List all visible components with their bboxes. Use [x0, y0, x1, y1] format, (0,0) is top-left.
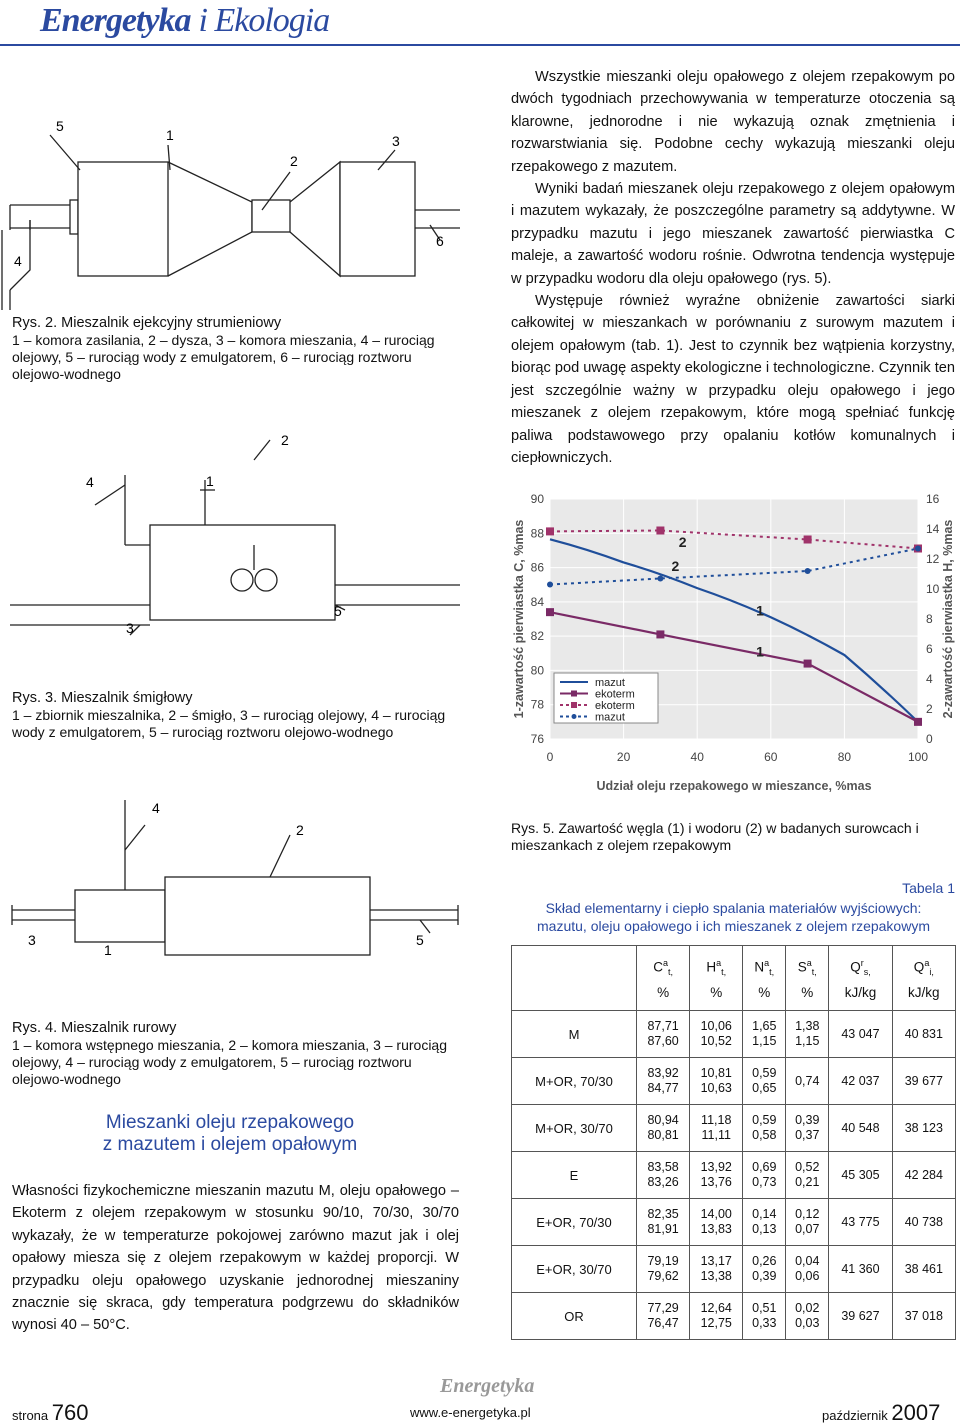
table-cell: 1,65 1,15 [743, 1011, 786, 1058]
right-paragraph-2: Wyniki badań mieszanek oleju rzepakowego z olejem opałowym i mazutem wykazały, że poszczególne parametry są addytywne. W przypadku mazutu i jego mieszanek zawartość pierwiastka C maleje, a zawartość wodoru rośnie. Odwrotna tendencja występuje w przypadku wodoru dla oleju opałowego (rys. 5). [511, 181, 955, 287]
table-cell: 13,92 13,76 [690, 1152, 743, 1199]
fig3-caption-title: Rys. 3. Mieszalnik śmigłowy [12, 690, 193, 706]
table-row [512, 1246, 956, 1293]
table-row-name: M+OR, 70/30 [512, 1058, 637, 1105]
section-title [60, 1112, 400, 1156]
fig2-caption [12, 315, 467, 383]
y-right-tick: 6 [926, 642, 933, 656]
fig3-caption [12, 690, 467, 741]
table-cell: 40 831 [892, 1011, 955, 1058]
table-cell: 38 461 [892, 1246, 955, 1293]
x-tick: 0 [546, 750, 554, 764]
series-point [657, 576, 663, 582]
footer-url[interactable]: www.e-energetyka.pl [410, 1405, 531, 1420]
table-cell: 14,00 13,83 [690, 1199, 743, 1246]
y-left-tick: 86 [530, 560, 544, 575]
fig3-label-1: 1 [206, 473, 214, 489]
footer-logo: Energetyka [440, 1375, 535, 1397]
fig2-label-3: 3 [392, 133, 400, 149]
y-right-tick: 16 [926, 492, 940, 506]
right-paragraph-3: Występuje również wyraźne obniżenie zawartości siarki całkowitej w mieszankach w porównaniu z surowym mazutem i olejem opałowym (tab. 1). Jest to czynnik bez wątpienia korzystny, biorąc pod uwagę aspekty ekologiczne i technologiczne. Czynnik ten jest szczególnie ważny w przypadku oleju opałowego i jego mieszanek z olejem rzepakowym, które mogą spełniać funkcję paliwa podstawowego przy opalaniu kotłów komunalnych i ciepłowniczych. [511, 293, 955, 466]
footer-page-number: 760 [51, 1400, 89, 1425]
fig3-label-4: 4 [86, 474, 94, 490]
table-row-name: OR [512, 1293, 637, 1340]
table-cell: 82,35 81,91 [637, 1199, 690, 1246]
series-point [804, 660, 812, 668]
y-left-tick: 80 [530, 663, 544, 678]
fig2-caption-body: 1 – komora zasilania, 2 – dysza, 3 – komora mieszania, 4 – rurociąg olejowy, 5 – rurociąg wody z emulgatorem, 6 – rurociąg roztworu olejowo-wodnego [12, 332, 435, 382]
fig4-label-1: 1 [104, 942, 112, 958]
table-cell: 0,04 0,06 [786, 1246, 829, 1293]
table-cell: 43 047 [829, 1011, 892, 1058]
brand-name: Energetyka [40, 2, 191, 39]
y-axis-left-label: 1-zawartość pierwiastka C, %mas [512, 519, 526, 719]
y-axis-right-label: 2-zawartość pierwiastka H, %mas [941, 519, 955, 719]
table-header-cell: $N^a_{t,}$ % [743, 946, 786, 1011]
curve-label: 1 [756, 602, 764, 619]
fig3-label-5: 5 [334, 603, 342, 619]
table-row-name: E+OR, 30/70 [512, 1246, 637, 1293]
table-cell: 10,06 10,52 [690, 1011, 743, 1058]
series-point [546, 608, 554, 616]
table-cell: 42 284 [892, 1152, 955, 1199]
table-cell: 80,94 80,81 [637, 1105, 690, 1152]
header-rule [0, 44, 960, 46]
table-cell: 0,74 [786, 1058, 829, 1105]
x-tick: 20 [616, 750, 631, 764]
y-left-tick: 76 [530, 732, 544, 746]
fig2-label-6: 6 [436, 233, 444, 249]
table-row [512, 1199, 956, 1246]
y-right-tick: 10 [926, 582, 940, 596]
table-cell: 43 775 [829, 1199, 892, 1246]
table-header-row [512, 946, 956, 1011]
fig4-label-5: 5 [416, 932, 424, 948]
journal-logo [40, 2, 329, 40]
x-tick: 100 [907, 750, 929, 764]
right-paragraph-1: Wszystkie mieszanki oleju opałowego z olejem rzepakowym po dwóch tygodniach przechowywania w temperaturze otoczenia są klarowne, jednorodne i nie wykazują oznak zmętnienia i rozwarstwiania się. Podobne cechy wykazują mieszanki oleju rzepakowego z mazutem. [511, 69, 955, 175]
table-cell: 37 018 [892, 1293, 955, 1340]
curve-label: 2 [678, 534, 687, 550]
footer-page [12, 1400, 88, 1426]
fig4-caption-title: Rys. 4. Mieszalnik rurowy [12, 1020, 177, 1036]
table-cell: 38 123 [892, 1105, 955, 1152]
curve-label: 2 [671, 558, 680, 574]
table-title-line1: Skład elementarny i ciepło spalania materiałów wyjściowych: [545, 900, 922, 916]
y-right-tick: 0 [926, 732, 933, 746]
x-tick: 40 [690, 750, 704, 764]
legend-marker [572, 714, 577, 719]
series-point [546, 527, 554, 535]
fig4-label-2: 2 [296, 822, 304, 838]
table-header-cell: $C^a_{t,}$ % [637, 946, 690, 1011]
table-title [511, 899, 956, 935]
series-point [547, 582, 553, 588]
section-title-line2: z mazutem i olejem opałowym [102, 1134, 358, 1155]
table-cell: 77,29 76,47 [637, 1293, 690, 1340]
table-header-cell: $Q^a_{i,}$ kJ/kg [892, 946, 955, 1011]
table-cell: 12,64 12,75 [690, 1293, 743, 1340]
series-point [656, 630, 664, 638]
table-cell: 11,18 11,11 [690, 1105, 743, 1152]
table-header-cell: $Q^r_{s,}$ kJ/kg [829, 946, 892, 1011]
right-column-text [511, 66, 955, 469]
fig4-diagram [0, 795, 470, 965]
table-cell: 40 548 [829, 1105, 892, 1152]
table-header-cell: $S^a_{t,}$ % [786, 946, 829, 1011]
y-right-tick: 4 [926, 672, 933, 686]
table-title-line2: mazutu, oleju opałowego i ich mieszanek z olejem rzepakowym [537, 918, 930, 934]
table-cell: 0,59 0,58 [743, 1105, 786, 1152]
table-row [512, 1011, 956, 1058]
table-cell: 0,26 0,39 [743, 1246, 786, 1293]
section-title-line1: Mieszanki oleju rzepakowego [105, 1112, 355, 1133]
x-tick: 60 [764, 750, 778, 764]
section-body [12, 1180, 459, 1337]
table-row-name: E [512, 1152, 637, 1199]
table-cell: 10,81 10,63 [690, 1058, 743, 1105]
table-cell: 13,17 13,38 [690, 1246, 743, 1293]
y-left-tick: 88 [530, 526, 544, 541]
fig2-label-2: 2 [290, 153, 298, 169]
series-point [914, 718, 922, 726]
table-cell: 1,38 1,15 [786, 1011, 829, 1058]
table-cell: 42 037 [829, 1058, 892, 1105]
series-point [656, 527, 664, 535]
brand-sub: i Ekologia [198, 2, 330, 39]
y-left-tick: 78 [530, 697, 544, 712]
footer-month: październik [822, 1408, 888, 1423]
fig2-label-5: 5 [56, 118, 64, 134]
fig2-label-1: 1 [166, 127, 174, 143]
fig4-caption [12, 1020, 467, 1088]
table-cell: 0,14 0,13 [743, 1199, 786, 1246]
table-row-name: M [512, 1011, 637, 1058]
fig5-chart [505, 485, 960, 800]
footer-year: 2007 [891, 1400, 941, 1425]
fig4-caption-body: 1 – komora wstępnego mieszania, 2 – komora mieszania, 3 – rurociąg olejowy, 4 – rurociąg wody z emulgatorem, 5 – rurociąg roztworu olejowo-wodnego [12, 1037, 447, 1087]
footer-date [822, 1400, 940, 1426]
section-paragraph: Własności fizykochemiczne mieszanin mazutu M, oleju opałowego – Ekoterm z olejem rzepakowym w stosunku 90/10, 70/30, 30/70 wykazały, że w temperaturze pokojowej zarówno mazut jak i olej opałowy miesza się z olejem rzepakowym w każdej proporcji. W przypadku oleju opałowego uzyskanie jednorodnej mieszaniny znacznie się skraca, gdy temperatura podgrzewu do składników wynosi 40 – 50°C. [12, 1183, 459, 1334]
table-label: Tabela 1 [902, 880, 955, 896]
legend-label: mazut [595, 677, 625, 689]
table-cell: 0,51 0,33 [743, 1293, 786, 1340]
series-point [915, 546, 921, 552]
legend-marker [571, 702, 577, 708]
table-cell: 39 677 [892, 1058, 955, 1105]
data-table [511, 945, 956, 1340]
fig2-label-4: 4 [14, 253, 22, 269]
table-cell: 87,71 87,60 [637, 1011, 690, 1058]
fig3-caption-body: 1 – zbiornik mieszalnika, 2 – śmigło, 3 – rurociąg olejowy, 4 – rurociąg wody z emulgatorem, 5 – rurociąg roztworu olejowo-wodnego [12, 707, 446, 740]
table-cell: 0,12 0,07 [786, 1199, 829, 1246]
fig2-caption-title: Rys. 2. Mieszalnik ejekcyjny strumieniowy [12, 315, 282, 331]
y-right-tick: 2 [926, 702, 933, 716]
y-left-tick: 82 [530, 629, 544, 644]
series-point [804, 536, 812, 544]
legend-label: ekoterm [595, 688, 635, 701]
table-row [512, 1293, 956, 1340]
chart-legend [554, 673, 658, 724]
y-right-tick: 8 [926, 612, 933, 626]
table-cell: 83,92 84,77 [637, 1058, 690, 1105]
table-row [512, 1058, 956, 1105]
table-cell: 0,39 0,37 [786, 1105, 829, 1152]
table-cell: 40 738 [892, 1199, 955, 1246]
y-left-tick: 90 [530, 492, 544, 506]
table-cell: 0,52 0,21 [786, 1152, 829, 1199]
table-cell: 45 305 [829, 1152, 892, 1199]
footer-page-label: strona [12, 1408, 49, 1423]
table-cell: 0,69 0,73 [743, 1152, 786, 1199]
fig2-diagram [0, 100, 470, 330]
fig3-diagram [0, 420, 470, 675]
series-point [805, 568, 811, 574]
table-header-blank [512, 946, 637, 1011]
table-cell: 79,19 79,62 [637, 1246, 690, 1293]
legend-marker [571, 691, 577, 697]
table-header-cell: $H^a_{t,}$ % [690, 946, 743, 1011]
x-axis-label: Udział oleju rzepakowego w mieszance, %mas [596, 779, 872, 793]
table-row-name: M+OR, 30/70 [512, 1105, 637, 1152]
table-cell: 39 627 [829, 1293, 892, 1340]
table-row [512, 1152, 956, 1199]
fig3-label-3: 3 [126, 620, 134, 636]
fig5-caption: Rys. 5. Zawartość węgla (1) i wodoru (2) w badanych surowcach i mieszankach z olejem rzepakowym [511, 820, 919, 853]
table-cell: 0,02 0,03 [786, 1293, 829, 1340]
table-cell: 83,58 83,26 [637, 1152, 690, 1199]
fig4-label-4: 4 [152, 800, 160, 816]
x-tick: 80 [837, 750, 852, 764]
y-left-tick: 84 [530, 594, 544, 609]
curve-label: 1 [756, 643, 764, 660]
table-cell: 0,59 0,65 [743, 1058, 786, 1105]
fig3-label-2: 2 [281, 432, 289, 448]
table-row-name: E+OR, 70/30 [512, 1199, 637, 1246]
legend-label: mazut [595, 711, 625, 724]
table-cell: 41 360 [829, 1246, 892, 1293]
y-right-tick: 12 [926, 552, 940, 566]
legend-label: ekoterm [595, 700, 635, 712]
fig4-label-3: 3 [28, 932, 36, 948]
table-row [512, 1105, 956, 1152]
y-right-tick: 14 [926, 522, 940, 536]
